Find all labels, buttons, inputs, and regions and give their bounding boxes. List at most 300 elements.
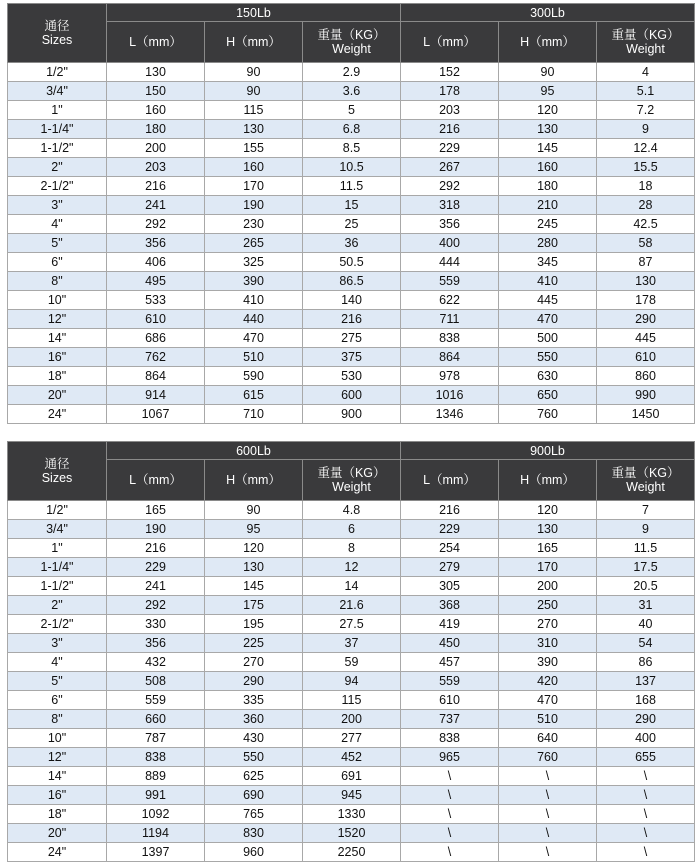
- h-cell: 335: [205, 691, 303, 710]
- size-cell: 2": [8, 596, 107, 615]
- l-cell: 978: [401, 367, 499, 386]
- h-cell: 630: [499, 367, 597, 386]
- l-cell: 864: [107, 367, 205, 386]
- table-row: [8, 215, 695, 234]
- l-cell: 241: [107, 196, 205, 215]
- weight-cell: 59: [303, 653, 401, 672]
- size-cell: 12": [8, 748, 107, 767]
- l-cell: \: [401, 843, 499, 862]
- size-cell: 3/4": [8, 520, 107, 539]
- h-cell: 390: [205, 272, 303, 291]
- size-cell: 3/4": [8, 82, 107, 101]
- weight-cell: 275: [303, 329, 401, 348]
- size-cell: 1-1/2": [8, 577, 107, 596]
- weight-label-en: Weight: [626, 42, 665, 56]
- l-cell: \: [401, 824, 499, 843]
- size-cell: 5": [8, 234, 107, 253]
- h-cell: 615: [205, 386, 303, 405]
- l-cell: 400: [401, 234, 499, 253]
- h-cell: 325: [205, 253, 303, 272]
- weight-cell: 216: [303, 310, 401, 329]
- table-row: [8, 63, 695, 82]
- h-cell: \: [499, 843, 597, 862]
- weight-cell: 140: [303, 291, 401, 310]
- h-cell: 430: [205, 729, 303, 748]
- weight-cell: 11.5: [597, 539, 695, 558]
- weight-label-cn: 重量（KG）: [317, 466, 386, 480]
- h-cell: 115: [205, 101, 303, 120]
- weight-cell: \: [597, 824, 695, 843]
- h-cell: 130: [205, 558, 303, 577]
- size-cell: 2": [8, 158, 107, 177]
- l-mm-header: L（mm）: [107, 460, 205, 501]
- h-cell: 590: [205, 367, 303, 386]
- weight-cell: 54: [597, 634, 695, 653]
- h-cell: 830: [205, 824, 303, 843]
- h-cell: 550: [499, 348, 597, 367]
- weight-cell: 2250: [303, 843, 401, 862]
- size-cell: 14": [8, 329, 107, 348]
- l-cell: 457: [401, 653, 499, 672]
- table-row: [8, 672, 695, 691]
- h-cell: 625: [205, 767, 303, 786]
- l-cell: 838: [401, 729, 499, 748]
- table-row: [8, 101, 695, 120]
- l-cell: 1346: [401, 405, 499, 424]
- l-cell: 279: [401, 558, 499, 577]
- size-cell: 1/2": [8, 501, 107, 520]
- h-cell: 130: [205, 120, 303, 139]
- l-cell: 165: [107, 501, 205, 520]
- weight-cell: 15: [303, 196, 401, 215]
- h-cell: 290: [205, 672, 303, 691]
- size-cell: 16": [8, 348, 107, 367]
- weight-cell: 9: [597, 520, 695, 539]
- weight-cell: 86: [597, 653, 695, 672]
- size-cell: 1-1/2": [8, 139, 107, 158]
- weight-label-en: Weight: [626, 480, 665, 494]
- table-row: [8, 634, 695, 653]
- h-cell: 710: [205, 405, 303, 424]
- table-body: [8, 501, 695, 862]
- h-cell: 210: [499, 196, 597, 215]
- size-cell: 8": [8, 272, 107, 291]
- spec-table-600-900: [7, 441, 695, 862]
- h-cell: 270: [499, 615, 597, 634]
- h-cell: 180: [499, 177, 597, 196]
- l-cell: 1092: [107, 805, 205, 824]
- weight-cell: 2.9: [303, 63, 401, 82]
- weight-cell: 9: [597, 120, 695, 139]
- table-row: [8, 348, 695, 367]
- weight-cell: 21.6: [303, 596, 401, 615]
- table-row: [8, 196, 695, 215]
- table-row: [8, 253, 695, 272]
- h-cell: 90: [205, 63, 303, 82]
- weight-cell: 452: [303, 748, 401, 767]
- l-mm-header: L（mm）: [401, 460, 499, 501]
- h-cell: 550: [205, 748, 303, 767]
- weight-cell: 18: [597, 177, 695, 196]
- weight-cell: 530: [303, 367, 401, 386]
- table-row: [8, 82, 695, 101]
- l-cell: 914: [107, 386, 205, 405]
- l-cell: 610: [107, 310, 205, 329]
- table-row: [8, 767, 695, 786]
- weight-header: [597, 22, 695, 63]
- h-cell: 130: [499, 120, 597, 139]
- l-cell: 229: [401, 139, 499, 158]
- weight-cell: 655: [597, 748, 695, 767]
- table-row: [8, 558, 695, 577]
- l-cell: 1067: [107, 405, 205, 424]
- l-cell: 229: [401, 520, 499, 539]
- table-row: [8, 748, 695, 767]
- h-cell: 345: [499, 253, 597, 272]
- weight-cell: 375: [303, 348, 401, 367]
- table-row: [8, 805, 695, 824]
- h-cell: 470: [499, 310, 597, 329]
- h-mm-header: H（mm）: [499, 22, 597, 63]
- size-cell: 16": [8, 786, 107, 805]
- table-row: [8, 177, 695, 196]
- h-cell: \: [499, 786, 597, 805]
- weight-cell: 945: [303, 786, 401, 805]
- weight-cell: 400: [597, 729, 695, 748]
- h-cell: 310: [499, 634, 597, 653]
- weight-cell: 860: [597, 367, 695, 386]
- weight-cell: \: [597, 843, 695, 862]
- h-cell: 90: [499, 63, 597, 82]
- h-cell: \: [499, 824, 597, 843]
- weight-cell: 10.5: [303, 158, 401, 177]
- l-cell: 216: [107, 539, 205, 558]
- weight-cell: 87: [597, 253, 695, 272]
- h-cell: 165: [499, 539, 597, 558]
- l-cell: 356: [107, 234, 205, 253]
- weight-cell: 27.5: [303, 615, 401, 634]
- l-cell: 610: [401, 691, 499, 710]
- l-cell: 432: [107, 653, 205, 672]
- sizes-label-cn: 通径: [44, 19, 70, 33]
- table-row: [8, 710, 695, 729]
- weight-cell: 137: [597, 672, 695, 691]
- l-cell: 419: [401, 615, 499, 634]
- size-cell: 1-1/4": [8, 558, 107, 577]
- l-cell: 965: [401, 748, 499, 767]
- weight-cell: 290: [597, 310, 695, 329]
- weight-cell: 20.5: [597, 577, 695, 596]
- h-cell: 410: [205, 291, 303, 310]
- l-cell: 660: [107, 710, 205, 729]
- l-cell: 356: [107, 634, 205, 653]
- size-cell: 18": [8, 805, 107, 824]
- l-cell: 241: [107, 577, 205, 596]
- weight-cell: 115: [303, 691, 401, 710]
- h-cell: 245: [499, 215, 597, 234]
- l-cell: 130: [107, 63, 205, 82]
- size-cell: 1": [8, 101, 107, 120]
- size-cell: 1": [8, 539, 107, 558]
- size-cell: 18": [8, 367, 107, 386]
- l-cell: 533: [107, 291, 205, 310]
- weight-header: [303, 460, 401, 501]
- weight-cell: 11.5: [303, 177, 401, 196]
- weight-cell: 290: [597, 710, 695, 729]
- l-cell: 229: [107, 558, 205, 577]
- l-cell: 150: [107, 82, 205, 101]
- h-cell: 445: [499, 291, 597, 310]
- l-cell: 180: [107, 120, 205, 139]
- weight-cell: 6.8: [303, 120, 401, 139]
- weight-cell: 50.5: [303, 253, 401, 272]
- class-header-300lb: 300Lb: [401, 4, 695, 22]
- weight-cell: 130: [597, 272, 695, 291]
- class-header-150lb: 150Lb: [107, 4, 401, 22]
- sizes-header: [8, 4, 107, 63]
- l-cell: 1016: [401, 386, 499, 405]
- table-row: [8, 824, 695, 843]
- h-cell: 270: [205, 653, 303, 672]
- l-cell: 330: [107, 615, 205, 634]
- weight-cell: 15.5: [597, 158, 695, 177]
- h-cell: 160: [499, 158, 597, 177]
- h-cell: 90: [205, 501, 303, 520]
- h-cell: 120: [499, 101, 597, 120]
- weight-label-cn: 重量（KG）: [611, 28, 680, 42]
- l-cell: 254: [401, 539, 499, 558]
- h-cell: 175: [205, 596, 303, 615]
- weight-header: [303, 22, 401, 63]
- h-cell: 160: [205, 158, 303, 177]
- size-cell: 3": [8, 196, 107, 215]
- l-cell: 711: [401, 310, 499, 329]
- l-cell: 200: [107, 139, 205, 158]
- weight-cell: 5.1: [597, 82, 695, 101]
- l-cell: 864: [401, 348, 499, 367]
- weight-cell: \: [597, 805, 695, 824]
- l-cell: 737: [401, 710, 499, 729]
- size-cell: 1/2": [8, 63, 107, 82]
- weight-cell: 3.6: [303, 82, 401, 101]
- h-cell: 440: [205, 310, 303, 329]
- table-row: [8, 310, 695, 329]
- sizes-label-en: Sizes: [41, 471, 73, 485]
- h-cell: 650: [499, 386, 597, 405]
- l-cell: 292: [107, 215, 205, 234]
- l-cell: 622: [401, 291, 499, 310]
- sizes-label-cn: 通径: [44, 457, 70, 471]
- l-cell: 559: [401, 672, 499, 691]
- table-row: [8, 329, 695, 348]
- h-cell: 200: [499, 577, 597, 596]
- l-cell: 686: [107, 329, 205, 348]
- class-header-600lb: 600Lb: [107, 442, 401, 460]
- h-cell: 410: [499, 272, 597, 291]
- h-cell: 470: [205, 329, 303, 348]
- h-cell: \: [499, 805, 597, 824]
- size-cell: 2-1/2": [8, 177, 107, 196]
- size-cell: 24": [8, 405, 107, 424]
- weight-cell: 990: [597, 386, 695, 405]
- weight-cell: 37: [303, 634, 401, 653]
- l-cell: 559: [401, 272, 499, 291]
- weight-cell: 1520: [303, 824, 401, 843]
- weight-header: [597, 460, 695, 501]
- table-row: [8, 272, 695, 291]
- weight-cell: 691: [303, 767, 401, 786]
- l-cell: 559: [107, 691, 205, 710]
- table-row: [8, 615, 695, 634]
- l-cell: 160: [107, 101, 205, 120]
- l-cell: 1194: [107, 824, 205, 843]
- l-cell: 178: [401, 82, 499, 101]
- weight-label-cn: 重量（KG）: [611, 466, 680, 480]
- weight-cell: 42.5: [597, 215, 695, 234]
- size-cell: 20": [8, 386, 107, 405]
- h-cell: 130: [499, 520, 597, 539]
- table-row: [8, 158, 695, 177]
- weight-cell: 600: [303, 386, 401, 405]
- weight-cell: 5: [303, 101, 401, 120]
- size-cell: 4": [8, 215, 107, 234]
- class-header-900lb: 900Lb: [401, 442, 695, 460]
- weight-cell: 17.5: [597, 558, 695, 577]
- weight-cell: \: [597, 786, 695, 805]
- h-cell: 145: [205, 577, 303, 596]
- l-cell: 762: [107, 348, 205, 367]
- weight-cell: 4.8: [303, 501, 401, 520]
- l-cell: 216: [401, 501, 499, 520]
- weight-cell: 900: [303, 405, 401, 424]
- table-row: [8, 786, 695, 805]
- h-cell: 145: [499, 139, 597, 158]
- table-row: [8, 501, 695, 520]
- h-cell: 250: [499, 596, 597, 615]
- size-cell: 4": [8, 653, 107, 672]
- h-cell: 765: [205, 805, 303, 824]
- weight-cell: 14: [303, 577, 401, 596]
- table-row: [8, 577, 695, 596]
- size-cell: 10": [8, 291, 107, 310]
- table-row: [8, 139, 695, 158]
- size-cell: 12": [8, 310, 107, 329]
- spec-table-150-300: [7, 3, 695, 424]
- l-cell: 292: [401, 177, 499, 196]
- weight-cell: 7: [597, 501, 695, 520]
- l-cell: \: [401, 767, 499, 786]
- h-cell: 280: [499, 234, 597, 253]
- table-row: [8, 234, 695, 253]
- h-cell: 510: [205, 348, 303, 367]
- l-cell: \: [401, 805, 499, 824]
- size-cell: 24": [8, 843, 107, 862]
- l-cell: 305: [401, 577, 499, 596]
- table-row: [8, 539, 695, 558]
- weight-cell: 8.5: [303, 139, 401, 158]
- h-cell: 265: [205, 234, 303, 253]
- l-mm-header: L（mm）: [107, 22, 205, 63]
- table-row: [8, 520, 695, 539]
- h-cell: 500: [499, 329, 597, 348]
- l-cell: 318: [401, 196, 499, 215]
- weight-cell: 12: [303, 558, 401, 577]
- weight-label-en: Weight: [332, 480, 371, 494]
- size-cell: 8": [8, 710, 107, 729]
- weight-cell: 28: [597, 196, 695, 215]
- sizes-label-en: Sizes: [41, 33, 73, 47]
- l-cell: 889: [107, 767, 205, 786]
- h-mm-header: H（mm）: [499, 460, 597, 501]
- weight-cell: 40: [597, 615, 695, 634]
- h-cell: 960: [205, 843, 303, 862]
- weight-cell: 610: [597, 348, 695, 367]
- l-cell: 444: [401, 253, 499, 272]
- weight-cell: 8: [303, 539, 401, 558]
- h-cell: 760: [499, 405, 597, 424]
- weight-label-en: Weight: [332, 42, 371, 56]
- weight-cell: 4: [597, 63, 695, 82]
- h-cell: 470: [499, 691, 597, 710]
- size-cell: 3": [8, 634, 107, 653]
- size-cell: 6": [8, 691, 107, 710]
- table-row: [8, 653, 695, 672]
- weight-cell: 277: [303, 729, 401, 748]
- h-cell: 230: [205, 215, 303, 234]
- weight-cell: 1450: [597, 405, 695, 424]
- l-cell: 450: [401, 634, 499, 653]
- weight-cell: 6: [303, 520, 401, 539]
- h-cell: 195: [205, 615, 303, 634]
- weight-cell: 31: [597, 596, 695, 615]
- l-cell: 495: [107, 272, 205, 291]
- l-cell: 508: [107, 672, 205, 691]
- l-cell: 292: [107, 596, 205, 615]
- l-cell: 368: [401, 596, 499, 615]
- h-cell: 95: [499, 82, 597, 101]
- size-cell: 10": [8, 729, 107, 748]
- l-cell: 406: [107, 253, 205, 272]
- table-row: [8, 291, 695, 310]
- h-cell: 510: [499, 710, 597, 729]
- weight-cell: 200: [303, 710, 401, 729]
- l-cell: 203: [107, 158, 205, 177]
- table-body: [8, 63, 695, 424]
- h-cell: 90: [205, 82, 303, 101]
- h-cell: 170: [499, 558, 597, 577]
- table-row: [8, 386, 695, 405]
- h-mm-header: H（mm）: [205, 22, 303, 63]
- table-row: [8, 405, 695, 424]
- l-cell: 216: [107, 177, 205, 196]
- weight-cell: 94: [303, 672, 401, 691]
- weight-cell: 86.5: [303, 272, 401, 291]
- size-cell: 5": [8, 672, 107, 691]
- table-row: [8, 120, 695, 139]
- l-cell: 838: [401, 329, 499, 348]
- weight-cell: 168: [597, 691, 695, 710]
- h-mm-header: H（mm）: [205, 460, 303, 501]
- weight-cell: \: [597, 767, 695, 786]
- weight-cell: 58: [597, 234, 695, 253]
- table-row: [8, 596, 695, 615]
- l-mm-header: L（mm）: [401, 22, 499, 63]
- h-cell: 120: [205, 539, 303, 558]
- table-row: [8, 691, 695, 710]
- l-cell: 991: [107, 786, 205, 805]
- table-row: [8, 729, 695, 748]
- sizes-header: [8, 442, 107, 501]
